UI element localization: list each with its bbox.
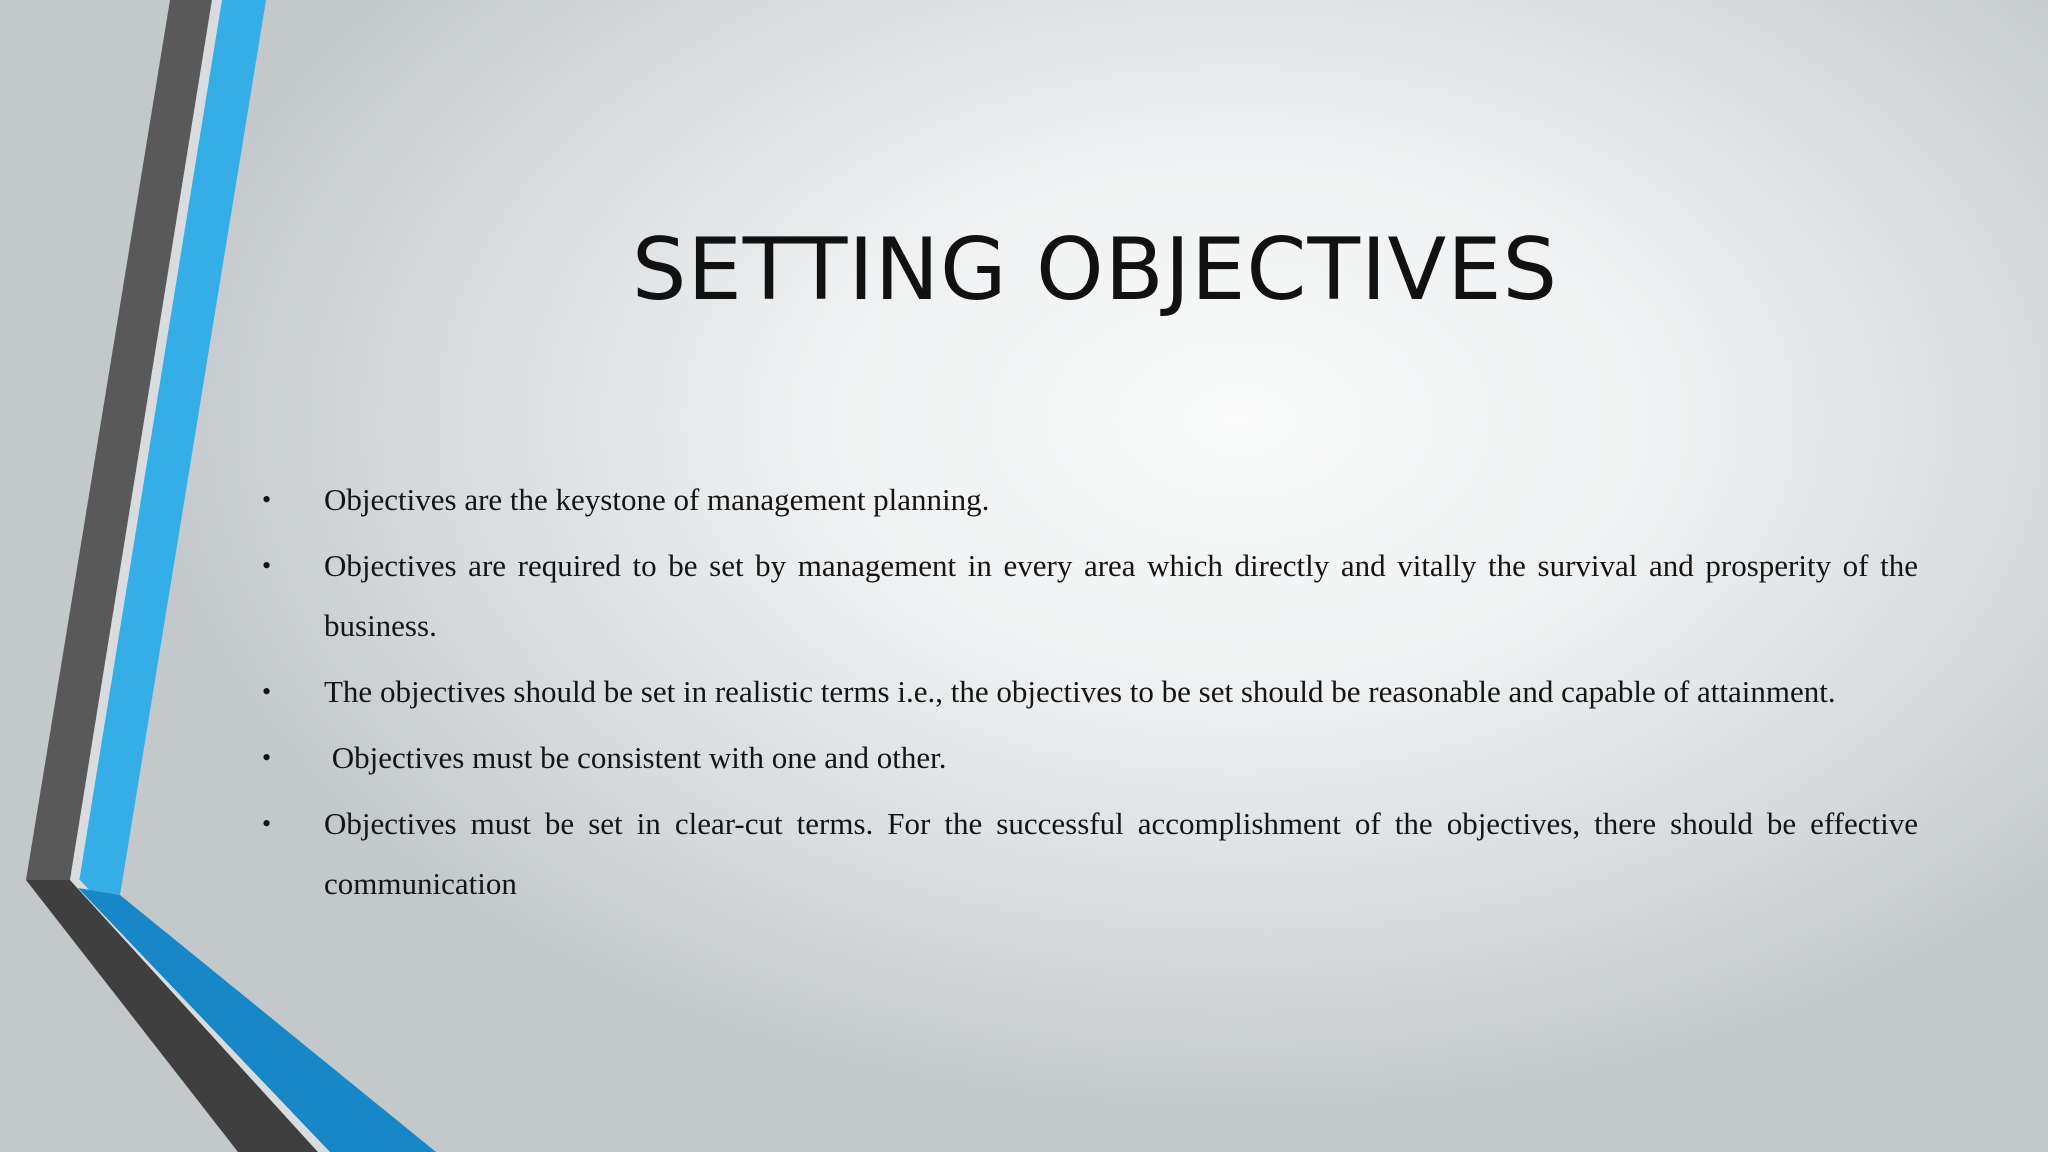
bullet-item (262, 470, 1918, 530)
bullet-dot: • (262, 809, 272, 838)
bullet-item (262, 794, 1918, 914)
bullet-text: Objectives are the keystone of management planning. (324, 482, 990, 517)
bullet-list (262, 470, 1918, 920)
bullet-text: Objectives must be consistent with one and other. (324, 740, 947, 775)
light-stripe-diagonal (70, 880, 330, 1152)
light-stripe-vertical (70, 0, 222, 880)
bullet-item (262, 536, 1918, 656)
gray-stripe-diagonal (26, 880, 318, 1152)
slide-title: SETTING OBJECTIVES (631, 220, 1559, 320)
bullet-dot: • (262, 677, 272, 706)
bullet-text: Objectives must be set in clear-cut terms. For the successful accomplishment of the objectives, there should be effective communication (324, 806, 1918, 901)
bullet-item (262, 728, 1918, 788)
bullet-dot: • (262, 551, 272, 580)
bullet-text: Objectives are required to be set by management in every area which directly and vitally the survival and prosperity of the business. (324, 548, 1918, 643)
bullet-dot: • (262, 743, 272, 772)
bullet-item (262, 662, 1918, 722)
bullet-dot: • (262, 485, 272, 514)
bullet-text: The objectives should be set in realistic terms i.e., the objectives to be set should be reasonable and capable of attainment. (324, 674, 1836, 709)
